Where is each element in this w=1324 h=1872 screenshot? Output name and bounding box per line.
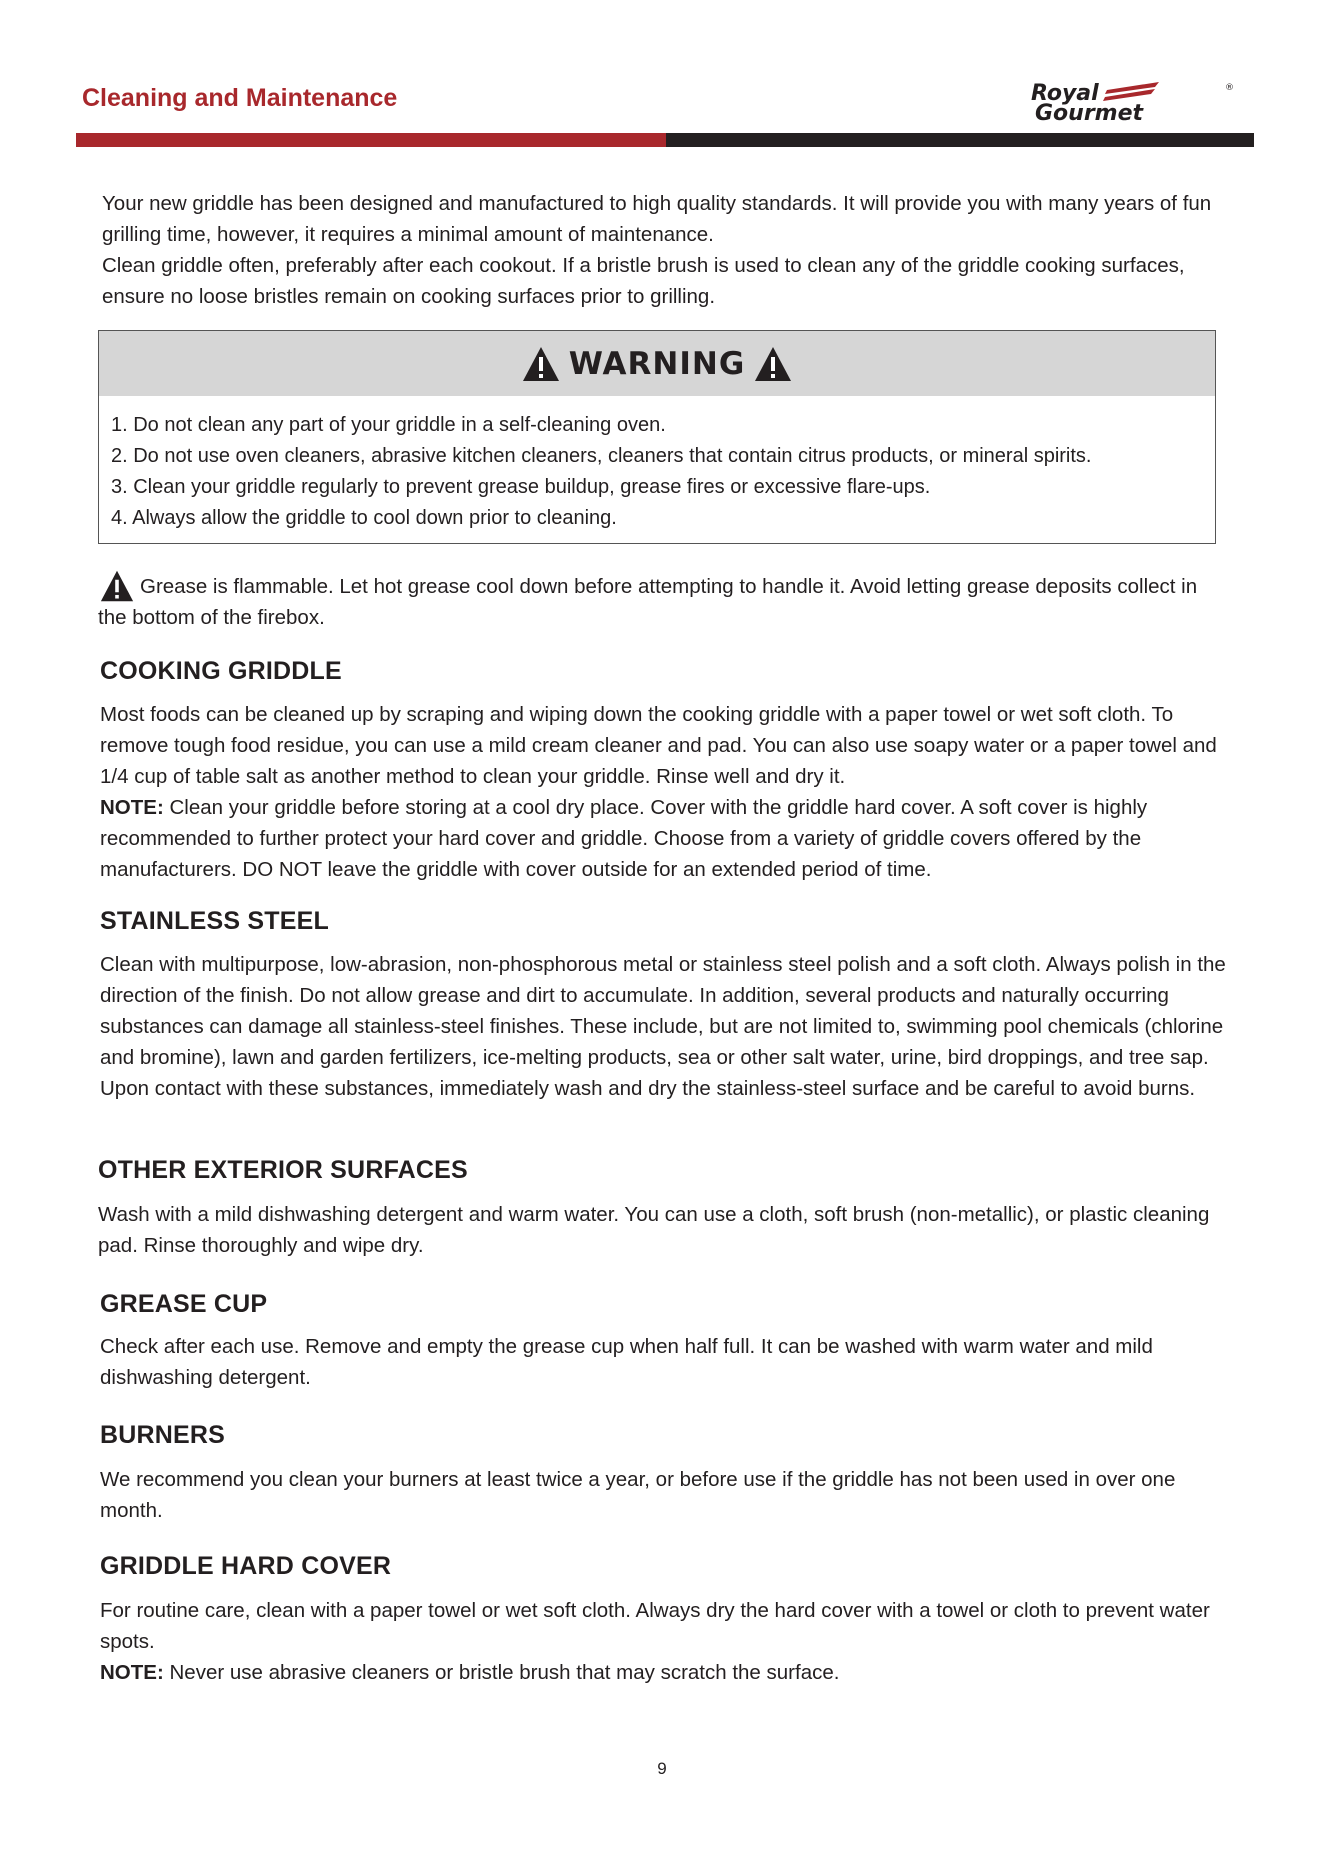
warning-box bbox=[98, 330, 1216, 544]
warning-item: 1. Do not clean any part of your griddle in a self-cleaning oven. bbox=[111, 414, 666, 436]
intro-paragraph-1: Your new griddle has been designed and manufactured to high quality standards. It will provide you with many years of fun grilling time, however, it requires a minimal amount of maintenance. bbox=[102, 192, 1212, 246]
cooking-griddle-text: Most foods can be cleaned up by scraping and wiping down the cooking griddle with a paper towel or wet soft cloth. To remove tough food residue, you can use a mild cream cleaner and pad. You can also use soapy water or a paper towel and 1/4 cup of table salt as another method to clean your griddle. Rinse well and dry it. bbox=[100, 703, 1217, 788]
note-label: NOTE: bbox=[100, 1661, 164, 1684]
warning-item: 4. Always allow the griddle to cool down prior to cleaning. bbox=[111, 507, 617, 529]
warning-triangle-icon bbox=[753, 345, 793, 383]
section-body-cooking-griddle bbox=[100, 699, 1230, 885]
note-label: NOTE: bbox=[100, 796, 164, 819]
hard-cover-note: Never use abrasive cleaners or bristle brush that may scratch the surface. bbox=[169, 1661, 840, 1684]
warning-list bbox=[99, 396, 1215, 534]
brand-logo bbox=[1025, 78, 1235, 124]
warning-title: WARNING bbox=[568, 345, 746, 382]
page-number: 9 bbox=[657, 1759, 667, 1778]
grease-note bbox=[98, 571, 1228, 633]
page-title: Cleaning and Maintenance bbox=[82, 84, 398, 112]
section-body-burners: We recommend you clean your burners at least twice a year, or before use if the griddle has not been used in over one month. bbox=[100, 1468, 1176, 1522]
warning-triangle-icon bbox=[98, 569, 136, 603]
section-body-hard-cover bbox=[100, 1595, 1230, 1688]
warning-triangle-icon bbox=[521, 345, 561, 383]
hard-cover-text: For routine care, clean with a paper towel or wet soft cloth. Always dry the hard cover with a towel or cloth to prevent water spots. bbox=[100, 1599, 1210, 1653]
warning-header bbox=[99, 331, 1215, 396]
logo-line1: Royal bbox=[1031, 81, 1099, 106]
grease-note-text: Grease is flammable. Let hot grease cool down before attempting to handle it. Avoid letting grease deposits collect in the bottom of the firebox. bbox=[98, 575, 1198, 629]
cooking-griddle-note: Clean your griddle before storing at a cool dry place. Cover with the griddle hard cover. A soft cover is highly recommended to further protect your hard cover and griddle. Choose from a variety of griddle covers offered by the manufacturers. DO NOT leave the griddle with cover outside for an extended period of time. bbox=[100, 796, 1148, 881]
section-heading-stainless-steel: STAINLESS STEEL bbox=[100, 907, 329, 935]
header-rule-red bbox=[76, 133, 666, 147]
logo-line2: Gourmet bbox=[1035, 101, 1144, 124]
warning-item: 2. Do not use oven cleaners, abrasive kitchen cleaners, cleaners that contain citrus products, or mineral spirits. bbox=[111, 445, 1092, 467]
section-body-other-exterior: Wash with a mild dishwashing detergent and warm water. You can use a cloth, soft brush (non-metallic), or plastic cleaning pad. Rinse thoroughly and wipe dry. bbox=[98, 1203, 1210, 1257]
section-heading-grease-cup: GREASE CUP bbox=[100, 1290, 268, 1318]
section-body-grease-cup: Check after each use. Remove and empty the grease cup when half full. It can be washed with warm water and mild dishwashing detergent. bbox=[100, 1335, 1153, 1389]
intro-paragraph-2: Clean griddle often, preferably after each cookout. If a bristle brush is used to clean any of the griddle cooking surfaces, ensure no loose bristles remain on cooking surfaces prior to grilling. bbox=[102, 254, 1185, 308]
header-rule-black bbox=[666, 133, 1254, 147]
section-body-stainless-steel: Clean with multipurpose, low-abrasion, non-phosphorous metal or stainless steel polish and a soft cloth. Always polish in the direction of the finish. Do not allow grease and dirt to accumulate. In addition, several products and naturally occurring substances can damage all stainless-steel finishes. These include, but are not limited to, swimming pool chemicals (chlorine and bromine), lawn and garden fertilizers, ice-melting products, sea or other salt water, urine, bird droppings, and tree sap. Upon contact with these substances, immediately wash and dry the stainless-steel surface and be careful to avoid burns. bbox=[100, 953, 1226, 1100]
section-heading-hard-cover: GRIDDLE HARD COVER bbox=[100, 1552, 392, 1580]
warning-item: 3. Clean your griddle regularly to prevent grease buildup, grease fires or excessive flare-ups. bbox=[111, 476, 931, 498]
section-heading-cooking-griddle: COOKING GRIDDLE bbox=[100, 657, 342, 685]
flame-stripes-icon bbox=[1103, 82, 1159, 101]
section-heading-burners: BURNERS bbox=[100, 1421, 226, 1449]
section-heading-other-exterior: OTHER EXTERIOR SURFACES bbox=[98, 1156, 468, 1184]
registered-mark: ® bbox=[1225, 83, 1234, 93]
